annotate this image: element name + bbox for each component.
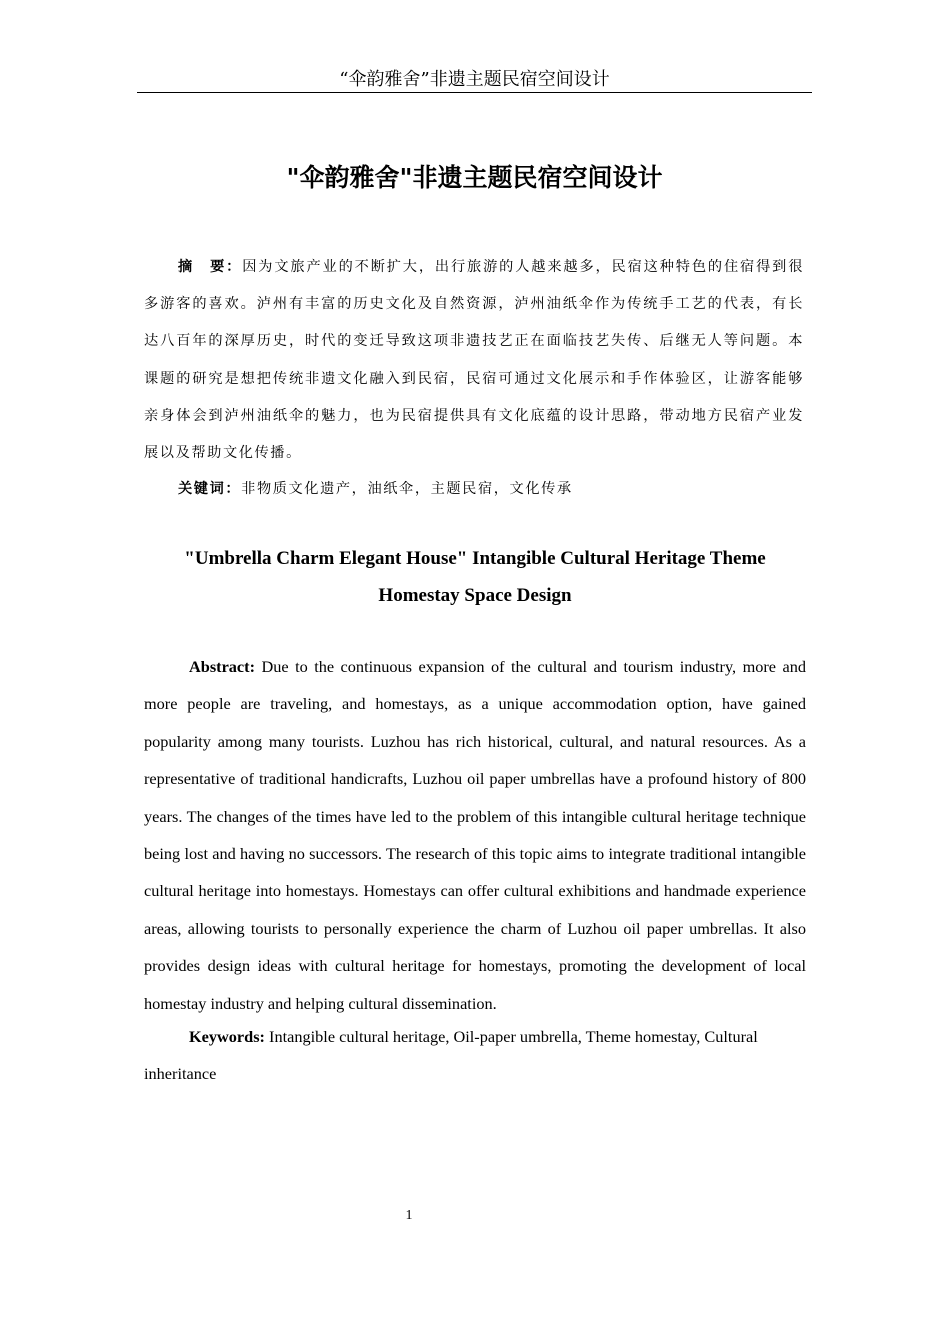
chinese-title: "伞韵雅舍"非遗主题民宿空间设计 bbox=[286, 163, 663, 192]
header-divider bbox=[137, 92, 812, 93]
english-keywords-text: Intangible cultural heritage, Oil-paper umbrella, Theme homestay, Cultural inheritance bbox=[144, 1027, 758, 1084]
english-title bbox=[144, 540, 806, 614]
chinese-abstract-text: 因为文旅产业的不断扩大，出行旅游的人越来越多，民宿这种特色的住宿得到很多游客的喜欢。泸州有丰富的历史文化及自然资源，泸州油纸伞作为传统手工艺的代表，有长达八百年的深厚历史，时代的变迁导致这项非遗技艺正在面临技艺失传、后继无人等问题。本课题的研究是想把传统非遗文化融入到民宿，民宿可通过文化展示和手作体验区，让游客能够亲身体会到泸州油纸伞的魅力，也为民宿提供具有文化底蕴的设计思路，带动地方民宿产业发展以及帮助文化传播。 bbox=[144, 259, 804, 462]
chinese-keywords bbox=[144, 471, 804, 508]
chinese-abstract-label: 摘 要： bbox=[178, 259, 243, 275]
english-title-line-2: Homestay Space Design bbox=[378, 585, 572, 606]
english-title-line-1: "Umbrella Charm Elegant House" Intangible Cultural Heritage Theme bbox=[184, 548, 766, 569]
chinese-abstract bbox=[144, 249, 804, 472]
english-abstract-text: Due to the continuous expansion of the cultural and tourism industry, more and more people are traveling, and homestays, as a unique accommodation option, have gained popularity among many tourists. Luzhou has rich historical, cultural, and natural resources. As a representative of traditional handicrafts, Luzhou oil paper umbrellas have a profound history of 800 years. The changes of the times have led to the problem of this intangible cultural heritage technique being lost and having no successors. The research of this topic aims to integrate traditional intangible cultural heritage into homestays. Homestays can offer cultural exhibitions and handmade experience areas, allowing tourists to personally experience the charm of Luzhou oil paper umbrellas. It also provides design ideas with cultural heritage for homestays, promoting the development of local homestay industry and helping cultural dissemination. bbox=[144, 657, 806, 1013]
page-number: 1 bbox=[405, 1208, 413, 1223]
english-keywords bbox=[144, 1018, 806, 1093]
running-header: “伞韵雅舍”非遗主题民宿空间设计 bbox=[339, 69, 610, 90]
chinese-keywords-text: 非物质文化遗产，油纸伞，主题民宿，文化传承 bbox=[241, 481, 573, 497]
chinese-keywords-label: 关键词： bbox=[178, 481, 242, 497]
english-abstract-label: Abstract: bbox=[189, 657, 256, 676]
english-abstract bbox=[144, 648, 806, 1022]
english-keywords-label: Keywords: bbox=[189, 1027, 265, 1046]
